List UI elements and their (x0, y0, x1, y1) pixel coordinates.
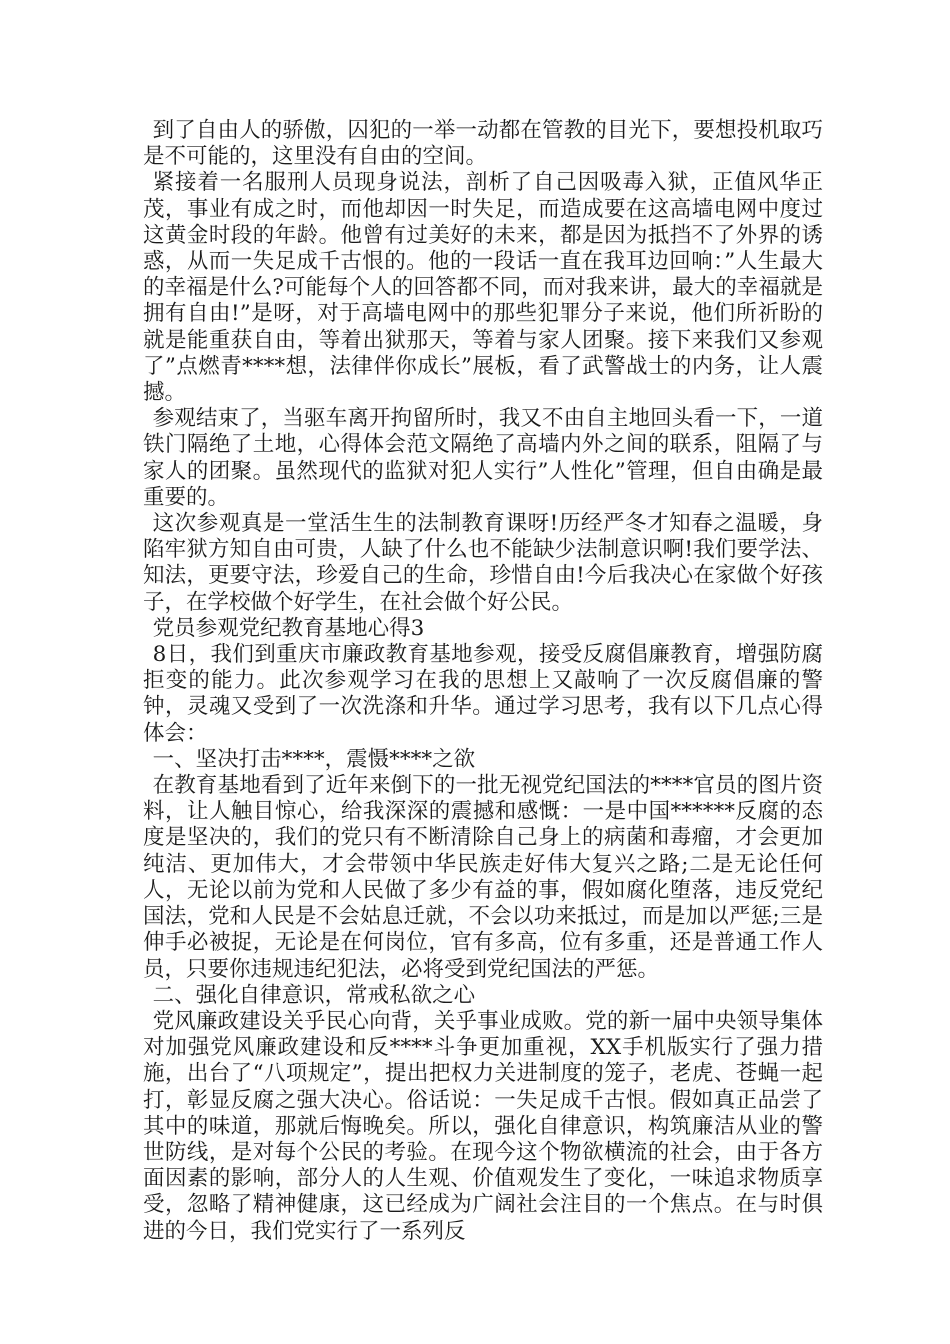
paragraph-exhibit-impressions: 在教育基地看到了近年来倒下的一批无视党纪国法的****官员的图片资料，让人触目惊心，给我深深的震撼和感慨：一是中国******反腐的态度是坚决的，我们的党只有不断清除自己身上的病菌和毒瘤，才会更加纯洁、更加伟大，才会带领中华民族走好伟大复兴之路;二是无论任何人，无论以前为党和人民做了多少有益的事，假如腐化堕落，违反党纪国法，党和人民是不会姑息迁就，不会以功来抵过，而是加以严惩;三是伸手必被捉，无论是在何岗位，官有多高，位有多重，还是普通工作人员，只要你违规违纪犯法，必将受到党纪国法的严惩。 (143, 773, 823, 982)
document-body (143, 118, 823, 1245)
section-title: 党员参观党纪教育基地心得3 (152, 615, 425, 641)
subheading-one: 一、坚决打击****，震慑****之欲 (152, 746, 476, 772)
paragraph-continuation: 到了自由人的骄傲，囚犯的一举一动都在管教的目光下，要想投机取巧是不可能的，这里没有自由的空间。 (143, 118, 823, 170)
paragraph-prisoner-testimony: 紧接着一名服刑人员现身说法，剖析了自己因吸毒入狱，正值风华正茂，事业有成之时，而他却因一时失足，而造成要在这高墙电网中度过这黄金时段的年龄。他曾有过美好的未来，都是因为抵挡不了外界的诱惑，从而一失足成千古恨的。他的一段话一直在我耳边回响：”人生最大的幸福是什么?可能每个人的回答都不同，而对我来讲，最大的幸福就是拥有自由!”是呀，对于高墙电网中的那些犯罪分子来说，他们所祈盼的就是能重获自由，等着出狱那天，等着与家人团聚。接下来我们又参观了”点燃青****想，法律伴你成长”展板，看了武警战士的内务，让人震撼。 (143, 170, 823, 406)
subheading-two: 二、强化自律意识，常戒私欲之心 (152, 982, 476, 1008)
paragraph-chongqing-visit: 8日，我们到重庆市廉政教育基地参观，接受反腐倡廉教育，增强防腐拒变的能力。此次参观学习在我的思想上又敲响了一次反腐倡廉的警钟，灵魂又受到了一次洗涤和升华。通过学习思考，我有以下几点心得体会： (143, 642, 823, 746)
paragraph-self-discipline: 党风廉政建设关乎民心向背，关乎事业成败。党的新一届中央领导集体对加强党风廉政建设和反****斗争更加重视，XX手机版实行了强力措施，出台了“八项规定”，提出把权力关进制度的笼子，老虎、苍蝇一起打，彰显反腐之强大决心。俗话说：一失足成千古恨。假如真正品尝了其中的味道，那就后悔晚矣。所以，强化自律意识，构筑廉洁从业的警世防线，是对每个公民的考验。在现今这个物欲横流的社会，由于各方面因素的影响，部分人的人生观、价值观发生了变化，一味追求物质享受，忽略了精神健康，这已经成为广阔社会注目的一个焦点。在与时俱进的今日，我们党实行了一系列反 (143, 1008, 823, 1244)
paragraph-visit-ends: 参观结束了，当驱车离开拘留所时，我又不由自主地回头看一下，一道铁门隔绝了土地，心得体会范文隔绝了高墙内外之间的联系，阻隔了与家人的团聚。虽然现代的监狱对犯人实行”人性化”管理，但自由确是最重要的。 (143, 406, 823, 510)
paragraph-legal-education: 这次参观真是一堂活生生的法制教育课呀!历经严冬才知春之温暖，身陷牢狱方知自由可贵，人缺了什么也不能缺少法制意识啊!我们要学法、知法，更要守法，珍爱自己的生命，珍惜自由!今后我决心在家做个好孩子，在学校做个好学生，在社会做个好公民。 (143, 511, 823, 615)
